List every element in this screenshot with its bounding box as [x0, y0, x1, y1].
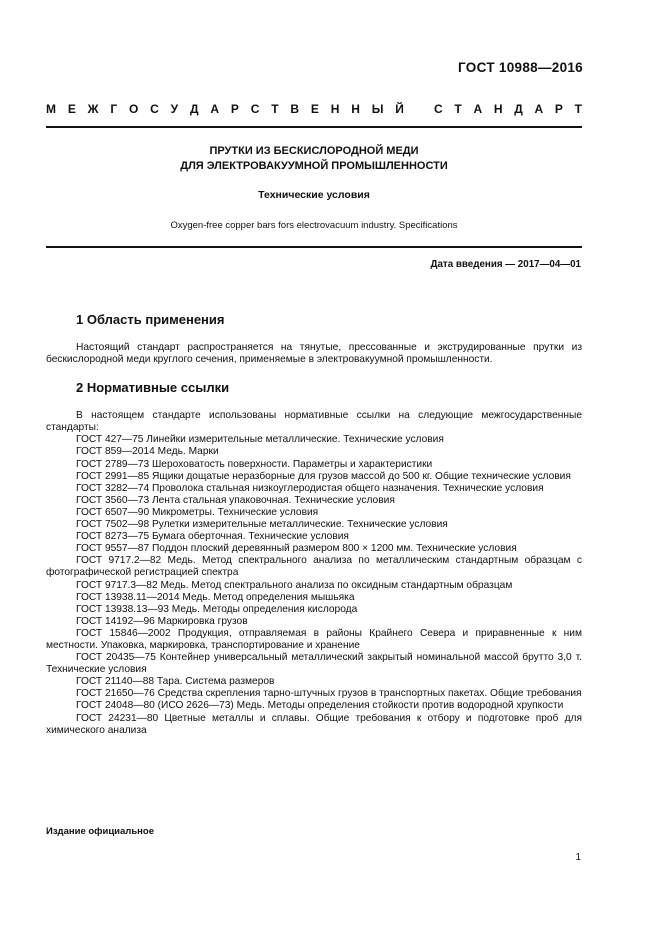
banner-letter: А — [534, 102, 544, 116]
banner-letter: Р — [554, 102, 563, 116]
bottom-rule — [46, 246, 582, 248]
banner-word-standard — [434, 102, 582, 116]
banner-letter: Е — [310, 102, 319, 116]
standard-banner — [46, 102, 582, 116]
reference-item: ГОСТ 21140—88 Тара. Система размеров — [76, 676, 275, 688]
banner-letter: Е — [67, 102, 76, 116]
banner-letter: Н — [330, 102, 340, 116]
title-line-2: ДЛЯ ЭЛЕКТРОВАКУУМНОЙ ПРОМЫШЛЕННОСТИ — [180, 160, 448, 172]
document-subtitle: Технические условия — [258, 189, 370, 201]
banner-letter: Т — [271, 102, 279, 116]
reference-item: ГОСТ 13938.13—93 Медь. Методы определения кислорода — [76, 603, 358, 615]
banner-letter: С — [150, 102, 159, 116]
reference-item: ГОСТ 20435—75 Контейнер универсальный металлический закрытый номинальной массой брутто 3,0 т. Технические условия — [46, 652, 582, 676]
section-2-heading: 2 Нормативные ссылки — [76, 380, 230, 396]
reference-item: ГОСТ 9717.3—82 Медь. Метод спектрального анализа по оксидным стандартным образцам — [76, 579, 513, 591]
reference-item: ГОСТ 8273—75 Бумага оберточная. Технические условия — [76, 531, 349, 543]
title-line-1: ПРУТКИ ИЗ БЕСКИСЛОРОДНОЙ МЕДИ — [209, 145, 419, 157]
banner-letter: Й — [395, 102, 404, 116]
banner-letter: Н — [351, 102, 360, 116]
reference-item: ГОСТ 6507—90 Микрометры. Технические условия — [76, 506, 319, 518]
banner-letter: Д — [189, 102, 199, 116]
banner-letter: А — [210, 102, 220, 116]
reference-item: ГОСТ 3560—73 Лента стальная упаковочная. Технические условия — [76, 494, 395, 506]
reference-item: ГОСТ 21650—76 Средства скрепления тарно-штучных грузов в транспортных пакетах. Общие требования — [76, 688, 582, 700]
banner-letter: В — [290, 102, 300, 116]
reference-item: ГОСТ 24231—80 Цветные металлы и сплавы. Общие требования к отбору и подготовке проб для химического анализа — [46, 712, 582, 736]
body-content — [46, 312, 582, 737]
banner-letter: А — [473, 102, 483, 116]
reference-item: ГОСТ 13938.11—2014 Медь. Метод определения мышьяка — [76, 591, 355, 603]
reference-item: ГОСТ 427—75 Линейки измерительные металлические. Технические условия — [76, 434, 444, 446]
banner-letter: Д — [514, 102, 523, 116]
reference-item: ГОСТ 9557—87 Поддон плоский деревянный размером 800 × 1200 мм. Технические условия — [76, 543, 517, 555]
english-title: Oxygen-free copper bars fors electrovacuum industry. Specifications — [170, 220, 458, 231]
banner-letter: Г — [110, 102, 118, 116]
page-number: 1 — [575, 852, 581, 863]
banner-letter: У — [170, 102, 179, 116]
section-1-text: Настоящий стандарт распространяется на тянутые, прессованные и экструдированные прутки из бескислородной меди круглого сечения, применяемые в электровакуумной промышленности. — [46, 342, 582, 366]
banner-letter: С — [434, 102, 443, 116]
banner-letter: Н — [493, 102, 503, 116]
reference-item: ГОСТ 7502—98 Рулетки измерительные металлические. Технические условия — [76, 519, 448, 531]
reference-item: ГОСТ 15846—2002 Продукция, отправляемая в районы Крайнего Севера и приравненные к ним местности. Упаковка, маркировка, транспортирование и хранение — [46, 627, 582, 651]
reference-item: ГОСТ 14192—96 Маркировка грузов — [76, 615, 248, 627]
reference-item: ГОСТ 9717.2—82 Медь. Метод спектрального анализа по металлическим стандартным образцам с фотографической регистрацией спектра — [46, 555, 582, 579]
top-rule — [46, 126, 582, 128]
reference-item: ГОСТ 2991—85 Ящики дощатые неразборные для грузов массой до 500 кг. Общие технические условия — [76, 470, 571, 482]
banner-letter: Т — [454, 102, 462, 116]
banner-letter: С — [250, 102, 260, 116]
banner-letter: Ы — [371, 102, 384, 116]
reference-item: ГОСТ 859—2014 Медь. Марки — [76, 446, 219, 458]
document-title — [46, 144, 582, 174]
banner-letter: М — [46, 102, 56, 116]
banner-letter: Т — [574, 102, 582, 116]
edition-label: Издание официальное — [46, 826, 154, 837]
banner-letter: Р — [230, 102, 239, 116]
banner-letter: О — [129, 102, 139, 116]
banner-letter: Ж — [87, 102, 99, 116]
section-2-intro: В настоящем стандарте использованы нормативные ссылки на следующие межгосударственные стандарты: — [46, 410, 582, 434]
introduction-date: Дата введения — 2017—04—01 — [430, 259, 581, 270]
reference-list — [46, 434, 582, 736]
section-1-heading: 1 Область применения — [76, 312, 225, 327]
banner-word-interstate — [46, 102, 404, 116]
reference-item: ГОСТ 2789—73 Шероховатость поверхности. Параметры и характеристики — [76, 458, 433, 470]
document-code: ГОСТ 10988—2016 — [458, 60, 583, 75]
reference-item: ГОСТ 3282—74 Проволока стальная низкоуглеродистая общего назначения. Технические условия — [76, 482, 544, 494]
reference-item: ГОСТ 24048—80 (ИСО 2626—73) Медь. Методы определения стойкости против водородной хрупкости — [76, 700, 564, 712]
